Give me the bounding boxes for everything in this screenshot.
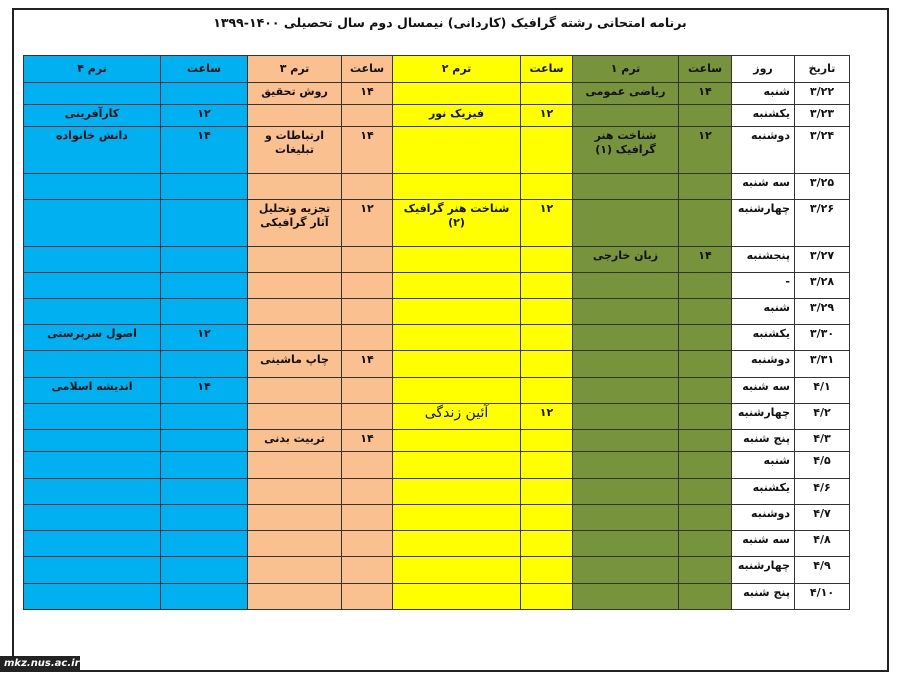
term3-time [342,105,393,127]
term1-course [573,173,679,199]
term3-time [342,583,393,609]
term4-course [24,298,161,324]
term4-time: ۱۴ [161,127,248,173]
day-cell: چهارشنبه [732,403,795,429]
term1-time [679,377,732,403]
term1-course [573,200,679,246]
term3-time [342,246,393,272]
table-row [24,200,850,246]
table-row [24,430,850,452]
term2-course [393,377,521,403]
header-day: روز [732,56,795,83]
term2-time [521,83,573,105]
term3-course [248,452,342,478]
term2-course: آئین زندگی [393,403,521,429]
term2-course [393,351,521,377]
term1-time [679,478,732,504]
term2-time [521,452,573,478]
term4-time: ۱۲ [161,105,248,127]
term2-course [393,531,521,557]
term4-course [24,583,161,609]
term4-time [161,452,248,478]
term2-time [521,298,573,324]
term3-time [342,504,393,530]
term1-course [573,272,679,298]
term3-course [248,377,342,403]
term4-course [24,173,161,199]
term4-course: کارآفرینی [24,105,161,127]
term4-course: دانش خانواده [24,127,161,173]
term4-time [161,272,248,298]
day-cell: یکشنبه [732,325,795,351]
term3-course [248,325,342,351]
term1-time: ۱۲ [679,127,732,173]
term2-time [521,583,573,609]
term1-course [573,325,679,351]
table-row [24,377,850,403]
term4-course: اندیشه اسلامی [24,377,161,403]
date-cell: ۴/۵ [795,452,850,478]
term3-time: ۱۲ [342,200,393,246]
term3-course: چاپ ماشینی [248,351,342,377]
term4-time [161,298,248,324]
term1-time [679,430,732,452]
day-cell: چهارشنبه [732,557,795,583]
term2-time [521,127,573,173]
date-cell: ۴/۶ [795,478,850,504]
date-cell: ۳/۳۱ [795,351,850,377]
term2-time [521,173,573,199]
date-cell: ۳/۲۶ [795,200,850,246]
term3-course [248,298,342,324]
term3-course [248,173,342,199]
day-cell: شنبه [732,298,795,324]
term4-time: ۱۴ [161,377,248,403]
term1-time [679,557,732,583]
term4-time [161,246,248,272]
day-cell: سه شنبه [732,173,795,199]
table-row [24,351,850,377]
term2-time [521,325,573,351]
term2-time [521,478,573,504]
table-row [24,173,850,199]
term1-time [679,272,732,298]
term3-time [342,557,393,583]
term3-time: ۱۴ [342,127,393,173]
term3-time [342,173,393,199]
header-term1: ترم ۱ [573,56,679,83]
date-cell: ۳/۲۹ [795,298,850,324]
term4-course [24,83,161,105]
term4-time [161,430,248,452]
term2-time [521,430,573,452]
day-cell: دوشنبه [732,351,795,377]
term2-time [521,504,573,530]
header-term3: ترم ۳ [248,56,342,83]
header-term4: ترم ۴ [24,56,161,83]
term3-time: ۱۴ [342,83,393,105]
term3-time [342,452,393,478]
term1-course [573,430,679,452]
exam-schedule-table [23,55,850,610]
term3-course: تجزیه وتحلیل آثار گرافیکی [248,200,342,246]
term1-course [573,377,679,403]
term4-time: ۱۲ [161,325,248,351]
term3-time [342,377,393,403]
table-row [24,127,850,173]
term1-time [679,531,732,557]
term3-course: روش تحقیق [248,83,342,105]
term1-time: ۱۴ [679,246,732,272]
date-cell: ۳/۳۰ [795,325,850,351]
table-row [24,583,850,609]
term2-course [393,83,521,105]
day-cell: سه شنبه [732,531,795,557]
day-cell: یکشنبه [732,105,795,127]
term1-time [679,200,732,246]
term3-course [248,478,342,504]
term2-time [521,351,573,377]
term3-course [248,246,342,272]
term4-course [24,246,161,272]
term3-course: تربیت بدنی [248,430,342,452]
table-row [24,325,850,351]
term4-course [24,351,161,377]
term3-course [248,504,342,530]
day-cell: شنبه [732,83,795,105]
term2-course [393,504,521,530]
term4-course [24,430,161,452]
day-cell: پنج شنبه [732,583,795,609]
term3-time [342,403,393,429]
term2-time [521,272,573,298]
term2-course [393,583,521,609]
header-time4: ساعت [161,56,248,83]
table-row [24,246,850,272]
table-row [24,105,850,127]
day-cell: شنبه [732,452,795,478]
table-header-row [24,56,850,83]
term1-time: ۱۴ [679,83,732,105]
date-cell: ۴/۸ [795,531,850,557]
header-term2: ترم ۲ [393,56,521,83]
term2-course [393,430,521,452]
term2-time: ۱۲ [521,403,573,429]
term1-course [573,403,679,429]
term4-course: اصول سرپرستی [24,325,161,351]
term4-time [161,478,248,504]
day-cell: چهارشنبه [732,200,795,246]
term1-course [573,298,679,324]
term3-course [248,531,342,557]
term1-time [679,403,732,429]
term4-course [24,452,161,478]
table-row [24,478,850,504]
day-cell: دوشنبه [732,127,795,173]
day-cell: - [732,272,795,298]
term4-time [161,531,248,557]
table-row [24,83,850,105]
page-title: برنامه امتحانی رشته گرافیک (کاردانی) نیمسال دوم سال تحصیلی ۱۴۰۰-۱۳۹۹ [213,15,687,30]
table-row [24,452,850,478]
term3-time [342,298,393,324]
term2-course [393,478,521,504]
term2-course: فیزیک نور [393,105,521,127]
term4-course [24,200,161,246]
table-row [24,504,850,530]
term1-course [573,504,679,530]
term2-course [393,452,521,478]
term1-time [679,504,732,530]
table-row [24,272,850,298]
term4-course [24,557,161,583]
date-cell: ۴/۱۰ [795,583,850,609]
term4-time [161,403,248,429]
term4-time [161,583,248,609]
term3-time [342,325,393,351]
term4-time [161,83,248,105]
term3-time [342,478,393,504]
term3-course: ارتباطات و تبلیغات [248,127,342,173]
day-cell: پنجشنبه [732,246,795,272]
day-cell: یکشنبه [732,478,795,504]
term3-course [248,583,342,609]
term1-time [679,452,732,478]
day-cell: دوشنبه [732,504,795,530]
header-time3: ساعت [342,56,393,83]
date-cell: ۳/۲۸ [795,272,850,298]
term2-time: ۱۲ [521,200,573,246]
date-cell: ۴/۳ [795,430,850,452]
term1-course: شناخت هنر گرافیک (۱) [573,127,679,173]
term2-course [393,127,521,173]
term2-time: ۱۲ [521,105,573,127]
term2-course [393,272,521,298]
term4-time [161,200,248,246]
term2-time [521,377,573,403]
term3-course [248,105,342,127]
term2-course [393,173,521,199]
term1-time [679,583,732,609]
term1-time [679,173,732,199]
term4-course [24,272,161,298]
date-cell: ۴/۷ [795,504,850,530]
site-watermark: mkz.nus.ac.ir [0,656,80,672]
date-cell: ۴/۱ [795,377,850,403]
date-cell: ۳/۲۲ [795,83,850,105]
term2-course [393,325,521,351]
header-time2: ساعت [521,56,573,83]
term4-course [24,478,161,504]
day-cell: پنج شنبه [732,430,795,452]
table-row [24,531,850,557]
term3-time [342,531,393,557]
term1-course [573,452,679,478]
term2-time [521,531,573,557]
date-cell: ۳/۲۳ [795,105,850,127]
term2-time [521,246,573,272]
term1-course: ریاضی عمومی [573,83,679,105]
table-row [24,298,850,324]
table-row [24,557,850,583]
term2-course [393,298,521,324]
term2-course [393,557,521,583]
date-cell: ۳/۲۵ [795,173,850,199]
date-cell: ۳/۲۴ [795,127,850,173]
header-time1: ساعت [679,56,732,83]
term1-time [679,325,732,351]
date-cell: ۴/۹ [795,557,850,583]
term3-course [248,272,342,298]
term3-time: ۱۴ [342,351,393,377]
term4-time [161,557,248,583]
term4-course [24,531,161,557]
date-cell: ۳/۲۷ [795,246,850,272]
term4-course [24,504,161,530]
term1-course [573,478,679,504]
term1-course [573,531,679,557]
date-cell: ۴/۲ [795,403,850,429]
day-cell: سه شنبه [732,377,795,403]
term2-time [521,557,573,583]
term3-course [248,557,342,583]
term2-course [393,246,521,272]
term1-course [573,557,679,583]
term3-course [248,403,342,429]
term1-time [679,298,732,324]
header-date: تاریخ [795,56,850,83]
term2-course: شناخت هنر گرافیک (۲) [393,200,521,246]
term1-course [573,583,679,609]
term4-course [24,403,161,429]
term4-time [161,351,248,377]
term1-time [679,105,732,127]
term1-course [573,105,679,127]
term4-time [161,504,248,530]
term4-time [161,173,248,199]
term1-course: زبان خارجی [573,246,679,272]
term3-time [342,272,393,298]
table-row [24,403,850,429]
term3-time: ۱۴ [342,430,393,452]
term1-course [573,351,679,377]
term1-time [679,351,732,377]
